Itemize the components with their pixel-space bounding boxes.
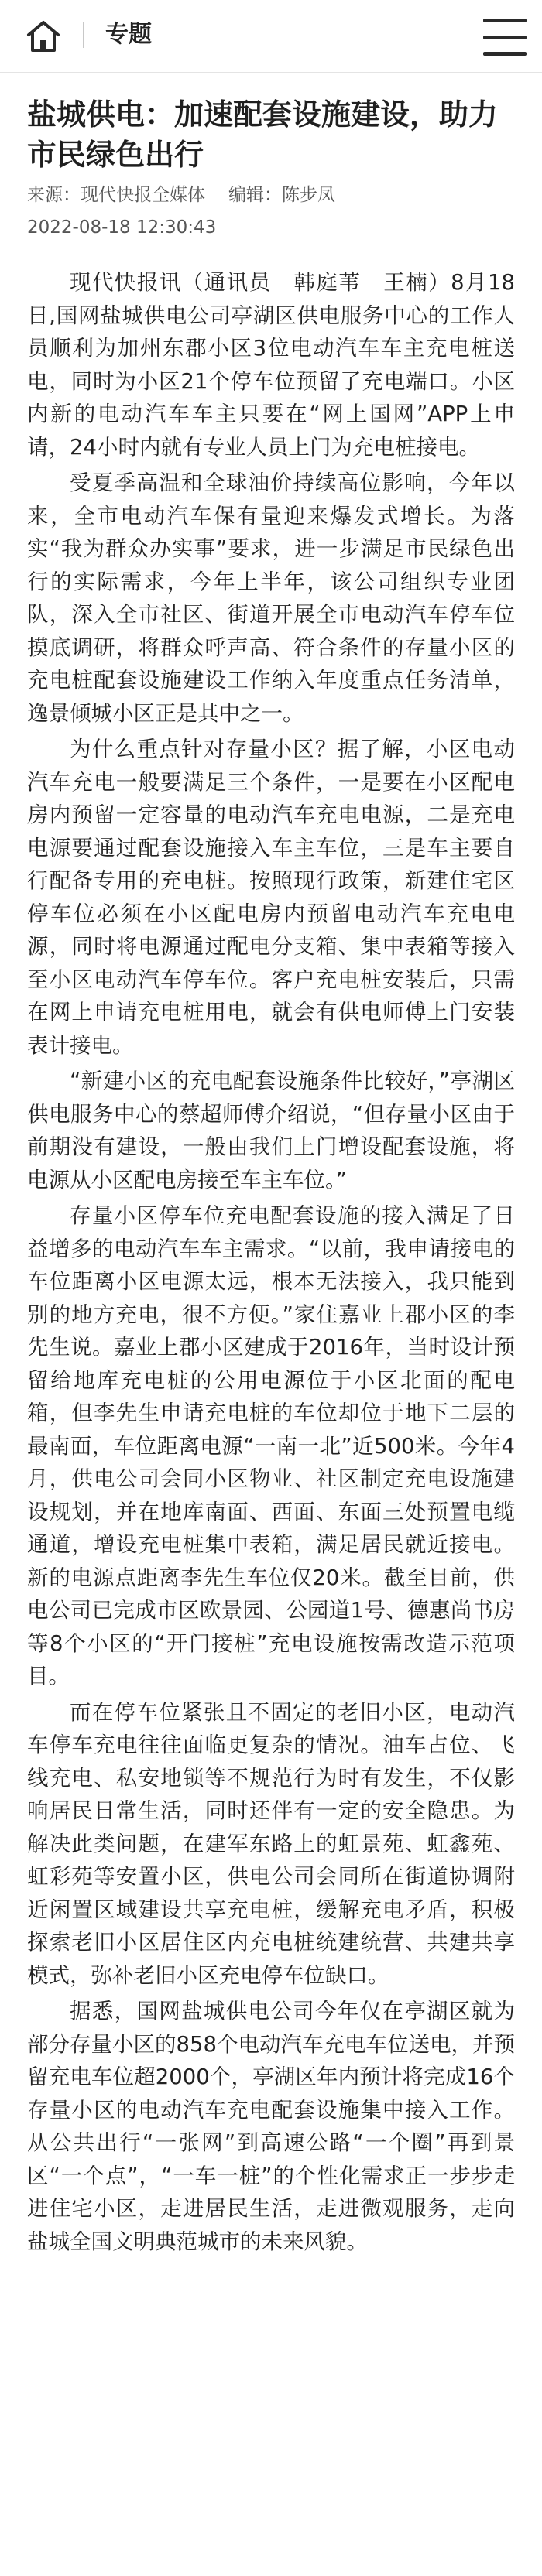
publish-datetime: 2022-08-18 12:30:43 [27,217,217,238]
article-paragraph: 受夏季高温和全球油价持续高位影响，今年以来，全市电动汽车保有量迎来爆发式增长。为落实“我为群众办实事”要求，进一步满足市民绿色出行的实际需求，今年上半年，该公司组织专业团队，深入全市社区、街道开展全市电动汽车停车位摸底调研，将群众呼声高、符合条件的存量小区的充电桩配套设施建设工作纳入年度重点任务清单，逸景倾城小区正是其中之一。 [27,470,515,726]
source-label: 来源： [27,185,81,205]
header-divider [83,22,84,48]
editor-label: 编辑： [228,185,282,205]
article-paragraph: 而在停车位紧张且不固定的老旧小区，电动汽车停车充电往往面临更复杂的情况。油车占位、飞线充电、私安地锁等不规范行为时有发生，不仅影响居民日常生活，同时还伴有一定的安全隐患。为解决此类问题，在建军东路上的虹景苑、虹鑫苑、虹彩苑等安置小区，供电公司会同所在街道协调附近闲置区域建设共享充电桩，缓解充电矛盾，积极探索老旧小区居住区内充电桩统建统营、共建共享模式，弥补老旧小区充电停车位缺口。 [27,1699,515,1988]
top-navigation-bar [0,0,542,73]
article-paragraph: 为什么重点针对存量小区？据了解，小区电动汽车充电一般要满足三个条件，一是要在小区配电房内预留一定容量的电动汽车充电电源，二是充电电源要通过配套设施接入车主车位，三是车主要自行配备专用的充电桩。按照现行政策，新建住宅区停车位必须在小区配电房内预留电动汽车充电电源，同时将电源通过配电分支箱、集中表箱等接入至小区电动汽车停车位。客户充电桩安装后，只需在网上申请充电桩用电，就会有供电师傅上门安装表计接电。 [27,737,515,1058]
hamburger-menu-icon [483,19,527,22]
hamburger-menu-icon [483,52,527,56]
article-title: 盐城供电：加速配套设施建设，助力市民绿色出行 [27,97,499,172]
editor-name: 陈步凤 [282,185,335,205]
article-container [0,94,542,2258]
article-meta [27,183,515,207]
article-paragraph: “新建小区的充电配套设施条件比较好，”亭湖区供电服务中心的蔡超师傅介绍说，“但存量小区由于前期没有建设，一般由我们上门增设配套设施，将电源从小区配电房接至车主车位。” [27,1069,515,1192]
article-body [27,266,515,2258]
hamburger-menu-icon [483,36,527,39]
article-paragraph: 现代快报讯（通讯员 韩庭苇 王楠）8月18日,国网盐城供电公司亭湖区供电服务中心的工作人员顺利为加州东郡小区3位电动汽车车主充电桩送电，同时为小区21个停车位预留了充电端口。小区内新的电动汽车车主只要在“网上国网”APP上申请，24小时内就有专业人员上门为充电桩接电。 [27,270,515,460]
home-icon [26,19,61,53]
home-button[interactable] [23,17,63,56]
section-title: 专题 [105,21,152,48]
article-paragraph: 存量小区停车位充电配套设施的接入满足了日益增多的电动汽车车主需求。“以前，我申请接电的车位距离小区电源太远，根本无法接入，我只能到别的地方充电，很不方便。”家住嘉业上郡小区的李先生说。嘉业上郡小区建成于2016年，当时设计预留给地库充电桩的公用电源位于小区北面的配电箱，但李先生申请充电桩的车位却位于地下二层的最南面，车位距离电源“一南一北”近500米。今年4月，供电公司会同小区物业、社区制定充电设施建设规划，并在地库南面、西面、东面三处预置电缆通道，增设充电桩集中表箱，满足居民就近接电。新的电源点距离李先生车位仅20米。截至目前，供电公司已完成市区欧景园、公园道1号、德惠尚书房等8个小区的“开门接桩”充电设施按需改造示范项目。 [27,1203,515,1688]
article-paragraph: 据悉，国网盐城供电公司今年仅在亭湖区就为部分存量小区的858个电动汽车充电车位送电，并预留充电车位超2000个，亭湖区年内预计将完成16个存量小区的电动汽车充电配套设施集中接入工作。从公共出行“一张网”到高速公路“一个圈”再到景区“一个点”，“一车一桩”的个性化需求正一步步走进住宅小区，走进居民生活，走进微观服务，走向盐城全国文明典范城市的未来风貌。 [27,1999,515,2254]
menu-button[interactable] [483,19,527,56]
source-name: 现代快报全媒体 [81,185,205,205]
